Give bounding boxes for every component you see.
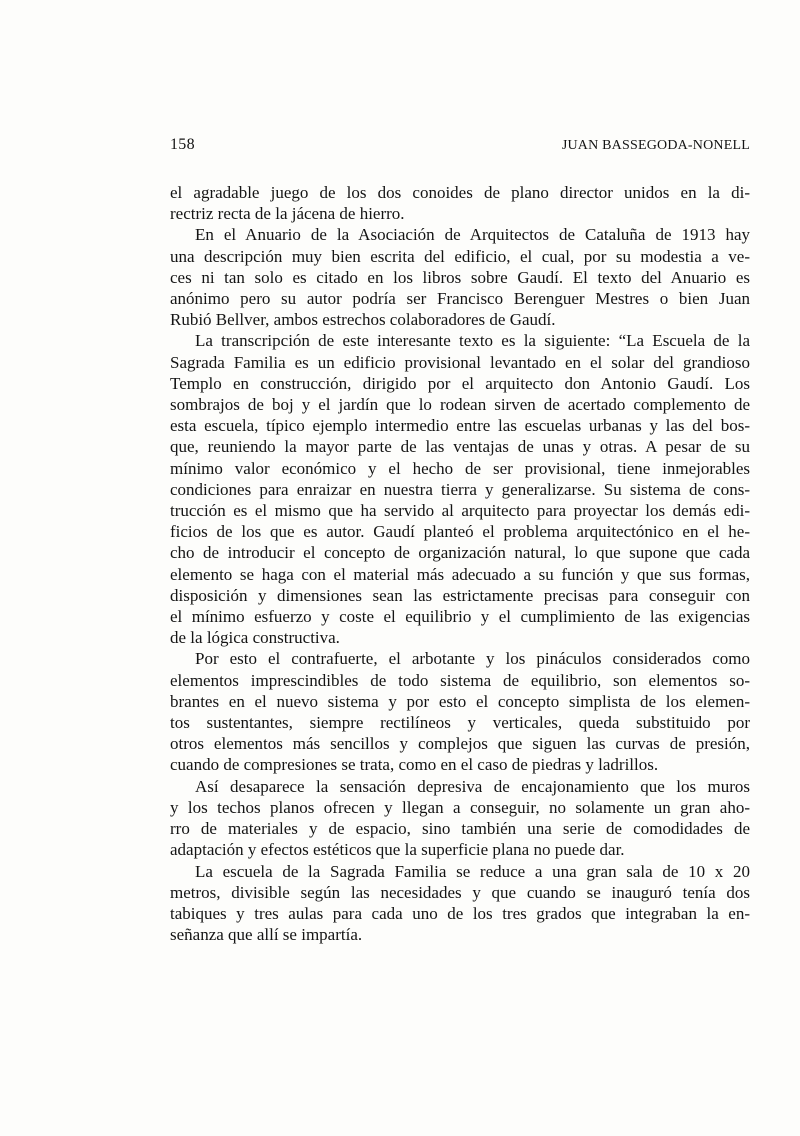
- text-line: rectriz recta de la jácena de hierro.: [170, 204, 405, 224]
- text-line: metros, divisible según las necesidades y que cuando se inauguró tenía dos: [170, 882, 750, 902]
- text-line: otros elementos más sencillos y complejos que siguen las curvas de presión,: [170, 734, 750, 754]
- text-line: brantes en el nuevo sistema y por esto el concepto simplista de los elemen-: [170, 691, 750, 711]
- text-line: de la lógica constructiva.: [170, 628, 340, 648]
- text-line: sombrajos de boj y el jardín que lo rodean sirven de acertado complemento de: [170, 395, 750, 415]
- text-line: disposición y dimensiones sean las estrictamente precisas para conseguir con: [170, 585, 750, 605]
- text-line: elementos imprescindibles de todo sistema de equilibrio, son elementos so-: [170, 670, 750, 690]
- paragraph: [170, 224, 750, 330]
- text-line: La transcripción de este interesante texto es la siguiente: “La Escuela de la: [195, 331, 750, 351]
- text-line: anónimo pero su autor podría ser Francisco Berenguer Mestres o bien Juan: [170, 289, 750, 309]
- text-line: Sagrada Familia es un edificio provisional levantado en el solar del grandioso: [170, 352, 750, 372]
- text-line: tos sustentantes, siempre rectilíneos y verticales, queda substituido por: [170, 713, 750, 733]
- paragraph: [170, 648, 750, 775]
- text-line: En el Anuario de la Asociación de Arquitectos de Cataluña de 1913 hay: [195, 225, 750, 245]
- text-line: adaptación y efectos estéticos que la superficie plana no puede dar.: [170, 840, 625, 860]
- paragraph: [170, 330, 750, 648]
- text-line: Templo en construcción, dirigido por el arquitecto don Antonio Gaudí. Los: [170, 373, 750, 393]
- text-line: trucción es el mismo que ha servido al arquitecto para proyectar los demás edi-: [170, 501, 750, 521]
- text-line: el agradable juego de los dos conoides de plano director unidos en la di-: [170, 183, 750, 202]
- text-line: señanza que allí se impartía.: [170, 925, 363, 945]
- running-header: JUAN BASSEGODA-NONELL: [561, 138, 750, 153]
- text-block: [170, 182, 750, 945]
- page-header: [170, 136, 750, 154]
- text-line: ficios de los que es autor. Gaudí planteó el problema arquitectónico en el he-: [170, 522, 750, 542]
- text-line: mínimo valor económico y el hecho de ser provisional, tiene inmejorables: [170, 458, 750, 478]
- text-line: tabiques y tres aulas para cada uno de los tres grados que integraban la en-: [170, 903, 750, 923]
- text-line: una descripción muy bien escrita del edificio, el cual, por su modestia a ve-: [170, 246, 750, 266]
- paragraph: [170, 182, 750, 224]
- text-line: condiciones para enraizar en nuestra tierra y generalizarse. Su sistema de cons-: [170, 479, 750, 499]
- paragraph: [170, 776, 750, 861]
- text-line: que, reuniendo la mayor parte de las ventajas de unas y otras. A pesar de su: [170, 437, 750, 457]
- text-line: cho de introducir el concepto de organización natural, lo que supone que cada: [170, 543, 750, 563]
- text-line: Por esto el contrafuerte, el arbotante y los pináculos considerados como: [195, 649, 750, 669]
- text-line: Así desaparece la sensación depresiva de encajonamiento que los muros: [195, 776, 750, 796]
- page-number: 158: [170, 136, 195, 153]
- paragraph: [170, 861, 750, 946]
- text-line: ces ni tan solo es citado en los libros sobre Gaudí. El texto del Anuario es: [170, 267, 750, 287]
- text-line: y los techos planos ofrecen y llegan a conseguir, no solamente un gran aho-: [170, 797, 750, 817]
- text-line: elemento se haga con el material más adecuado a su función y que sus formas,: [170, 564, 750, 584]
- text-line: rro de materiales y de espacio, sino también una serie de comodidades de: [170, 819, 750, 839]
- text-line: esta escuela, típico ejemplo intermedio entre las escuelas urbanas y las del bos-: [170, 416, 750, 436]
- text-line: el mínimo esfuerzo y coste el equilibrio y el cumplimiento de las exigencias: [170, 607, 750, 627]
- text-line: Rubió Bellver, ambos estrechos colaboradores de Gaudí.: [170, 310, 556, 330]
- text-line: cuando de compresiones se trata, como en el caso de piedras y ladrillos.: [170, 755, 659, 775]
- text-line: La escuela de la Sagrada Familia se reduce a una gran sala de 10 x 20: [195, 861, 750, 881]
